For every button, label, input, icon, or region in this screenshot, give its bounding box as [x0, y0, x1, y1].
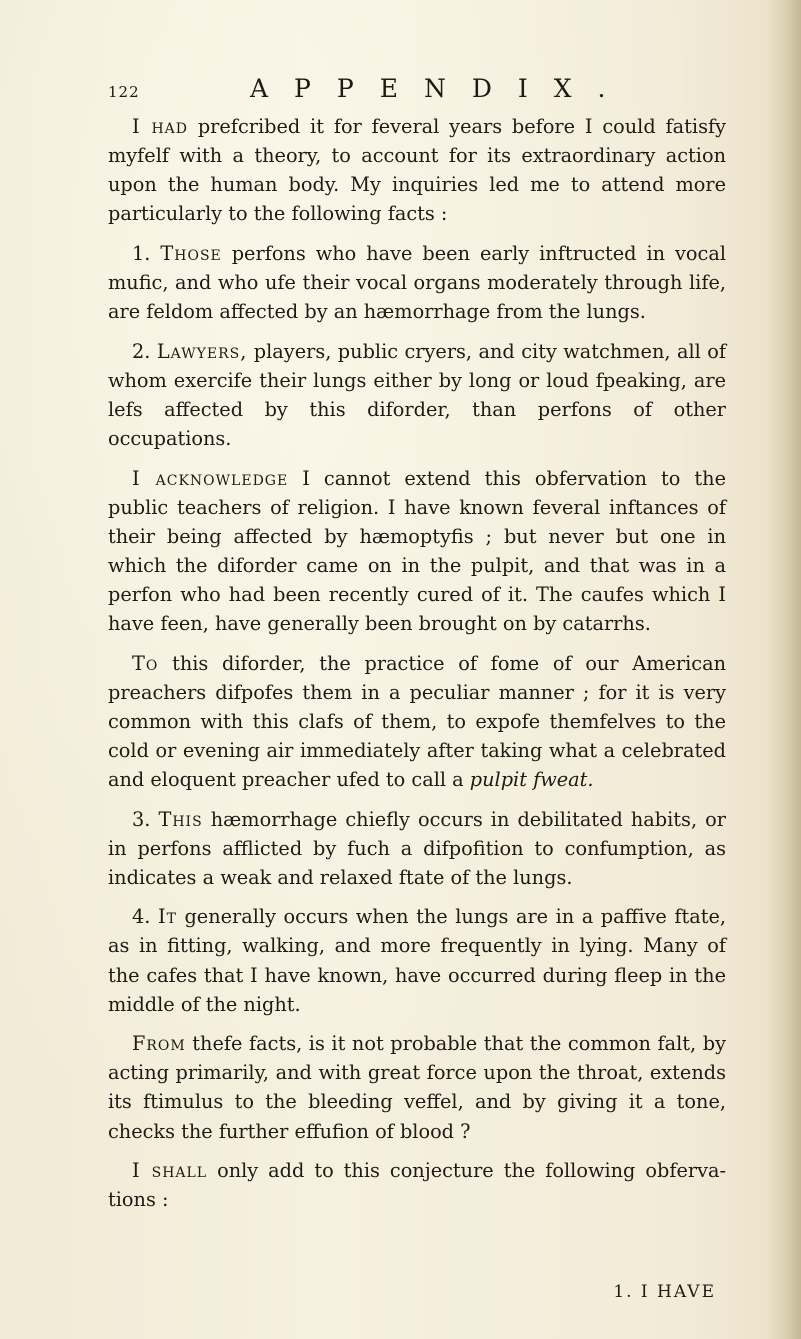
paragraph-text: perfons who have been early inftructed in vocal mufic, and who ufe their vocal organs moderately through life, are feldom affected by an hæmorrhage from the lungs. [108, 241, 726, 324]
paragraph-lead: Lawyers, [156, 339, 248, 363]
paragraph-text: only add to this conjecture the following obfervations : [108, 1159, 726, 1212]
paragraph [108, 805, 726, 892]
paragraph-lead: This [158, 807, 203, 831]
paragraph-text: hæmorrhage chiefly occurs in debilitated habits, or in perfons afflicted by fuch a difpofition to confumption, as indicates a weak and relaxed ftate of the lungs. [108, 807, 726, 889]
body-text [108, 112, 726, 1225]
paragraph [108, 902, 726, 1018]
page-header [108, 74, 728, 106]
paragraph-text: players, public cryers, and city watchmen, all of whom exercife their lungs either by long or loud fpeaking, are lefs affected by this diforder, than perfons of other occupations. [108, 339, 726, 450]
paragraph-text: thefe facts, is it not probable that the common falt, by acting primarily, and with great force upon the throat, extends its ftimulus to the bleeding veffel, and by giving it a tone, checks the further effufion of blood ? [108, 1032, 726, 1143]
italic-phrase: pulpit fweat. [469, 767, 594, 791]
paragraph-lead: To [132, 651, 159, 675]
paragraph [108, 464, 726, 639]
paragraph-number: 2. [132, 339, 151, 363]
paragraph-lead: It [157, 905, 177, 929]
page-number: 122 [108, 83, 140, 101]
paragraph-lead: From [132, 1032, 186, 1056]
paragraph-number: 4. [132, 905, 151, 929]
paragraph [108, 649, 726, 794]
paragraph-text: generally occurs when the lungs are in a paffive ftate, as in fitting, walking, and more frequently in lying. Many of the cafes that I have known, have occurred during fleep in the middle of the night. [108, 905, 726, 1016]
paragraph-text: this diforder, the practice of fome of our American preachers difpofes them in a peculiar manner ; for it is very common with this clafs of them, to expofe themfelves to the cold or evening air immediately after taking what a celebrated and eloquent preacher ufed to call a [108, 651, 726, 791]
paragraph [108, 337, 726, 453]
catchword: 1. I HAVE [613, 1282, 716, 1302]
running-head: APPENDIX. [250, 74, 632, 103]
paragraph-text: prefcribed it for feveral years before I could fatisfy myfelf with a theory, to account for its extraordinary action upon the human body. My inquiries led me to attend more particularly to the following facts : [108, 115, 726, 226]
paragraph [108, 112, 726, 228]
paragraph-text: I cannot extend this obfervation to the public teachers of religion. I have known feveral inftances of their being affected by hæmoptyfis ; but never but one in which the diforder came on in the pulpit, and that was in a perfon who had been recently cured of it. The caufes which I have feen, have generally been brought on by catarrhs. [108, 466, 726, 635]
paragraph-lead: Those [160, 241, 222, 265]
paragraph-number: 1. [132, 241, 151, 265]
paragraph [108, 1156, 726, 1214]
page-edge-shadow [767, 0, 801, 1339]
paragraph-lead: I acknowledge [132, 466, 289, 490]
paragraph-number: 3. [132, 807, 151, 831]
paragraph-lead: I had [132, 115, 188, 138]
paragraph [108, 239, 726, 326]
paragraph [108, 1029, 726, 1145]
paragraph-lead: I shall [132, 1159, 208, 1183]
